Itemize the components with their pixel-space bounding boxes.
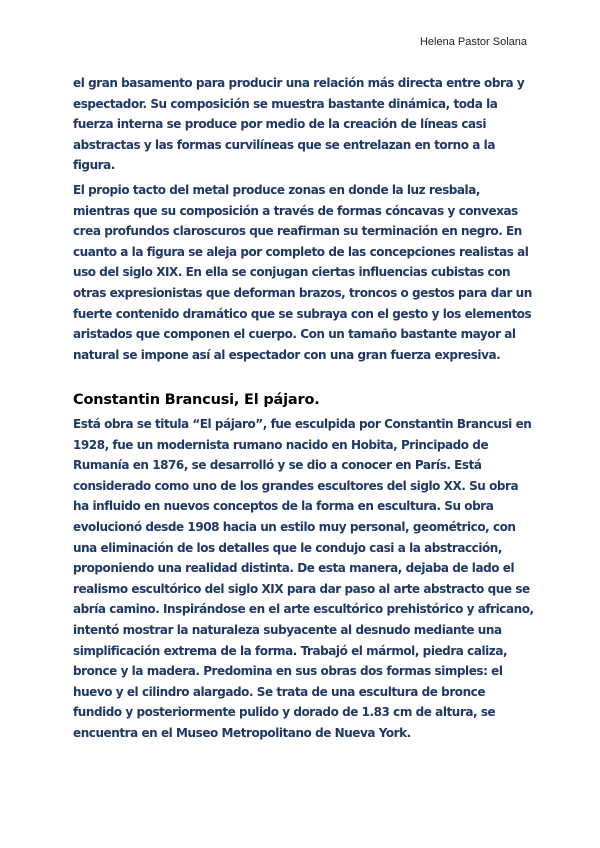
paragraph-2: El propio tacto del metal produce zonas en donde la luz resbala, mientras que su composición a través de formas cóncavas y convexas crea profundos claroscuros que reafirman su terminación en negro. En cuanto a la figura se aleja por completo de las concepciones realistas al uso del siglo XIX. En ella se conjugan ciertas influencias cubistas con otras expresionistas que deforman brazos, troncos o gestos para dar un fuerte contenido dramático que se subraya con el gesto y los elementos aristados que componen el cuerpo. Con un tamaño bastante mayor al natural se impone así al espectador con una gran fuerza expresiva. xyxy=(73,183,532,362)
section-paragraph: Está obra se titula “El pájaro”, fue esculpida por Constantin Brancusi en 1928, fue un modernista rumano nacido en Hobita, Principado de Rumanía en 1876, se desarrolló y se dio a conocer en París. Está considerado como uno de los grandes escultores del siglo XX. Su obra ha influido en nuevos conceptos de la forma en escultura. Su obra evolucionó desde 1908 hacia un estilo muy personal, geométrico, con una eliminación de los detalles que le condujo casi a la abstracción, proponiendo una realidad distinta. De esta manera, dejaba de lado el realismo escultórico del siglo XIX para dar paso al arte abstracto que se abría camino. Inspirándose en el arte escultórico prehistórico y africano, intentó mostrar la naturaleza subyacente al desnudo mediante una simplificación extrema de la forma. Trabajó el mármol, piedra caliza, bronce y la madera. Predomina en sus obras dos formas simples: el huevo y el cilindro alargado. Se trata de una escultura de bronce fundido y posteriormente pulido y dorado de 1.83 cm de altura, se encuentra en el Museo Metropolitano de Nueva York. xyxy=(73,417,534,740)
section-heading: Constantin Brancusi, El pájaro. xyxy=(73,392,320,408)
paragraph-1: el gran basamento para producir una relación más directa entre obra y espectador. Su composición se muestra bastante dinámica, toda la fuerza interna se produce por medio de la creación de líneas casi abstractas y las formas curvilíneas que se entrelazan en torno a la figura. xyxy=(73,76,525,173)
header-author: Helena Pastor Solana xyxy=(419,36,527,48)
